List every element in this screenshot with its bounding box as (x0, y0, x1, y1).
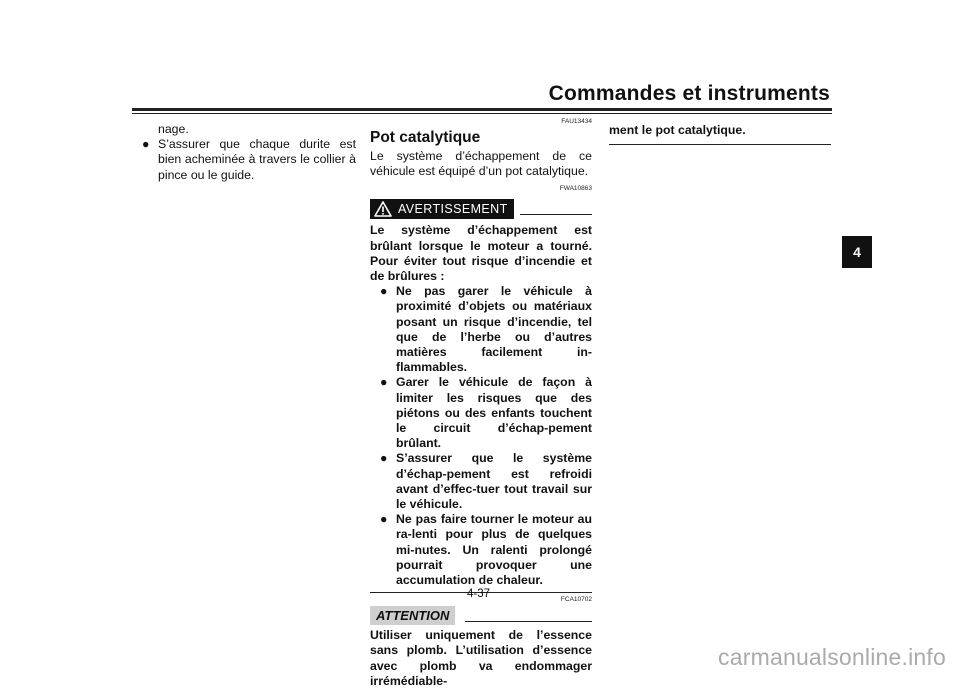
attention-code: FCA10702 (560, 596, 592, 604)
continued-text: nage. (158, 122, 189, 136)
list-item (380, 512, 592, 588)
attention-badge: ATTENTION (370, 606, 455, 625)
section-title: Pot catalytique (370, 129, 481, 146)
list-item (380, 375, 592, 451)
header-rule-thick (132, 108, 832, 111)
header-rule-thin (132, 113, 832, 114)
bullet-icon: ● (380, 284, 388, 299)
page-header-title: Commandes et instruments (548, 82, 830, 105)
list-item (380, 451, 592, 512)
column-left (142, 122, 356, 183)
chapter-tab[interactable]: 4 (842, 236, 872, 268)
continued-text: ment le pot catalytique. (609, 123, 746, 137)
column-middle (370, 118, 592, 689)
attention-text: Utiliser uniquement de l’essence sans plomb. L’utilisation d’essence avec plomb va endommager irrémédiable- (370, 628, 592, 688)
warning-header (370, 199, 592, 219)
warning-badge (370, 199, 514, 219)
list-item (380, 284, 592, 375)
column-right (609, 123, 831, 145)
list-item-text: S’assurer que le système d’échap-pement est refroidi avant d’effec-tuer tout travail sur le véhicule. (396, 451, 592, 512)
list-item-text: Ne pas garer le véhicule à proximité d’objets ou matériaux posant un risque d’incendie, tel que de l’herbe ou d’autres matières facilement in-flammables. (396, 284, 592, 375)
warning-list (370, 284, 592, 588)
list-item-text: S’assurer que chaque durite est bien acheminée à travers le collier à pince ou le guide. (158, 137, 356, 182)
list-item (142, 137, 356, 183)
page-number: 4-37 (467, 588, 491, 600)
list-item-text: Ne pas faire tourner le moteur au ra-lenti pour plus de quelques mi-nutes. Un ralenti prolongé pourrait provoquer une accumulation de chaleur. (396, 512, 592, 588)
attention-end-rule (609, 144, 831, 145)
bullet-icon: ● (380, 451, 388, 466)
bullet-icon: ● (380, 375, 388, 390)
warning-triangle-icon (374, 201, 392, 217)
bullet-icon: ● (142, 137, 150, 152)
attention-header (370, 606, 592, 625)
watermark[interactable]: carmanualsonline.info (718, 644, 946, 670)
warning-label: AVERTISSEMENT (398, 201, 508, 216)
section-code: FAU13434 (561, 118, 592, 125)
warning-code: FWA10863 (559, 185, 592, 193)
bullet-icon: ● (380, 512, 388, 527)
section-intro: Le système d’échappement de ce véhicule est équipé d’un pot catalytique. (370, 149, 592, 179)
list-item-text: Garer le véhicule de façon à limiter les risques que des piétons ou des enfants touchent le circuit d’échap-pement brûlant. (396, 375, 592, 451)
attention-rule (465, 621, 592, 622)
warning-intro: Le système d’échappement est brûlant lorsque le moteur a tourné. Pour éviter tout risque d’incendie et de brûlures : (370, 223, 592, 284)
warning-rule (520, 214, 592, 215)
